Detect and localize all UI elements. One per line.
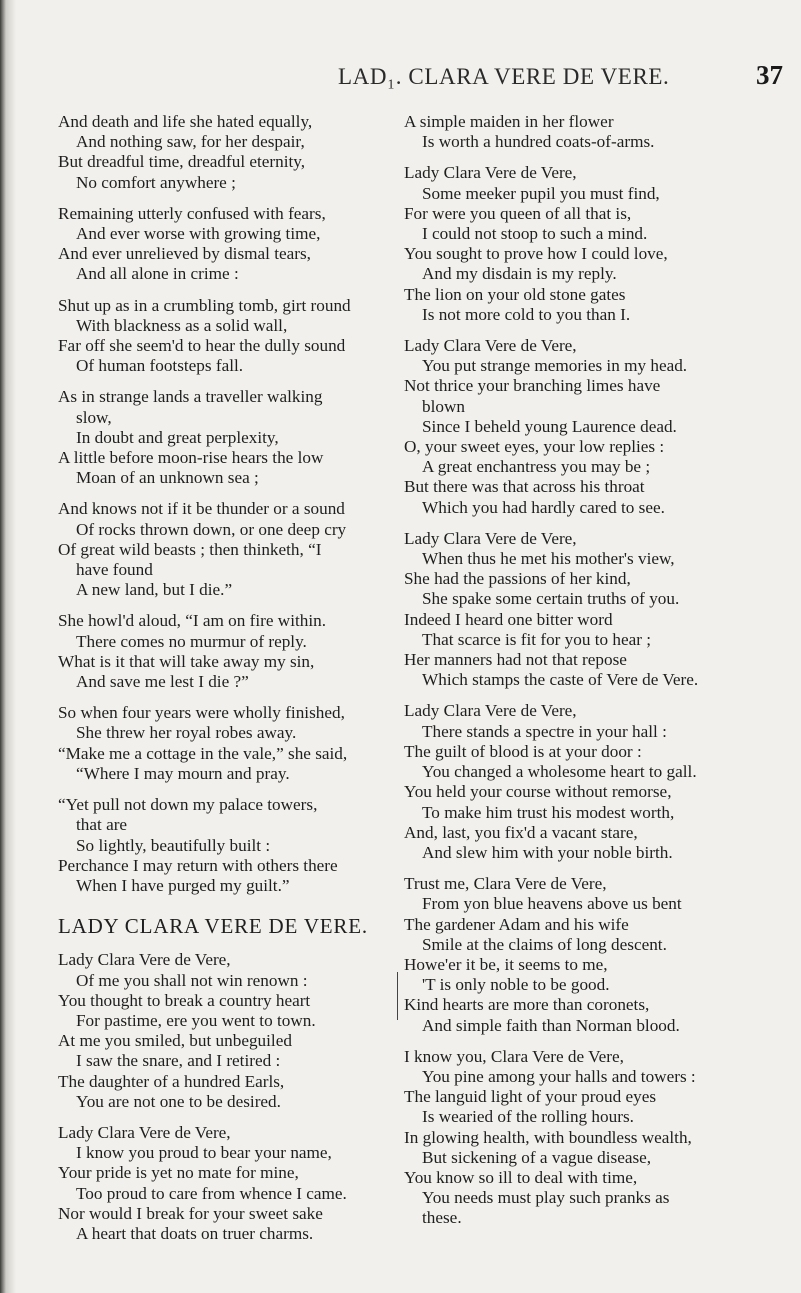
verse-line: She had the passions of her kind, — [404, 569, 631, 589]
verse-line: I know you proud to bear your name, — [76, 1143, 332, 1163]
stanza — [58, 703, 398, 784]
verse-line: Since I beheld young Laurence dead. — [422, 416, 677, 436]
verse-line: The languid light of your proud eyes — [404, 1087, 657, 1107]
verse-line: Is wearied of the rolling hours. — [422, 1107, 634, 1127]
verse-line: When I have purged my guilt.” — [76, 875, 290, 895]
verse-line: But dreadful time, dreadful eternity, — [58, 152, 306, 172]
stanza — [404, 1047, 794, 1229]
stanza — [58, 387, 398, 488]
verse-line: Remaining utterly confused with fears, — [58, 203, 326, 223]
verse-line: Her manners had not that repose — [404, 650, 627, 670]
verse-line: You put strange memories in my head. — [422, 356, 688, 376]
stanza — [58, 795, 398, 896]
verse-line: Lady Clara Vere de Vere, — [404, 528, 577, 548]
poem-title: LADY CLARA VERE DE VERE. — [58, 914, 368, 939]
verse-line: Too proud to care from whence I came. — [76, 1183, 347, 1203]
stanza — [404, 163, 794, 325]
verse-line: Far off she seem'd to hear the dully sound — [58, 336, 346, 356]
verse-line: A little before moon-rise hears the low — [58, 448, 324, 468]
verse-line: And all alone in crime : — [76, 264, 239, 284]
verse-line: A new land, but I die.” — [76, 580, 233, 600]
verse-line: But there was that across his throat — [404, 477, 645, 497]
verse-line: And save me lest I die ?” — [76, 672, 249, 692]
verse-line: And my disdain is my reply. — [422, 264, 617, 284]
verse-line: Of rocks thrown down, or one deep cry — [76, 519, 347, 539]
verse-line: To make him trust his modest worth, — [422, 802, 675, 822]
verse-line: So lightly, beautifully built : — [76, 835, 271, 855]
verse-line: For pastime, ere you went to town. — [76, 1010, 316, 1030]
verse-line: You sought to prove how I could love, — [404, 244, 668, 264]
book-gutter-shadow — [0, 0, 16, 1293]
stanza — [58, 499, 398, 600]
left-column — [58, 112, 398, 1255]
verse-line: Trust me, Clara Vere de Vere, — [404, 874, 607, 894]
verse-line: And, last, you fix'd a vacant stare, — [404, 822, 638, 842]
verse-line: With blackness as a solid wall, — [76, 315, 288, 335]
stanza — [404, 874, 794, 1036]
verse-line: There comes no murmur of reply. — [76, 631, 307, 651]
verse-line: She threw her royal robes away. — [76, 723, 297, 743]
verse-line: Is not more cold to you than I. — [422, 304, 631, 324]
verse-line: The guilt of blood is at your door : — [404, 741, 642, 761]
verse-line: Shut up as in a crumbling tomb, girt round — [58, 295, 351, 315]
stanza — [58, 950, 398, 1112]
verse-line: And ever worse with growing time, — [76, 224, 321, 244]
verse-line: A heart that doats on truer charms. — [76, 1223, 314, 1243]
verse-line: And ever unrelieved by dismal tears, — [58, 244, 311, 264]
verse-line: For were you queen of all that is, — [404, 203, 632, 223]
verse-line: Moan of an unknown sea ; — [76, 468, 259, 488]
verse-line: Lady Clara Vere de Vere, — [404, 701, 577, 721]
verse-line: have found — [76, 560, 153, 580]
verse-line: Kind hearts are more than coronets, — [404, 995, 650, 1015]
verse-line: And knows not if it be thunder or a sound — [58, 499, 345, 519]
verse-line: O, your sweet eyes, your low replies : — [404, 437, 665, 457]
verse-line: You changed a wholesome heart to gall. — [422, 762, 697, 782]
verse-line: Lady Clara Vere de Vere, — [58, 950, 231, 970]
verse-line: I know you, Clara Vere de Vere, — [404, 1046, 624, 1066]
verse-line: “Where I may mourn and pray. — [76, 763, 290, 783]
verse-line: Lady Clara Vere de Vere, — [58, 1122, 231, 1142]
running-head: LAD₁. CLARA VERE DE VERE. — [338, 64, 670, 89]
verse-line: Not thrice your branching limes have — [404, 376, 661, 396]
verse-line: Lady Clara Vere de Vere, — [404, 336, 577, 356]
verse-line: There stands a spectre in your hall : — [422, 721, 667, 741]
stanza — [404, 529, 794, 691]
verse-line: That scarce is fit for you to hear ; — [422, 629, 652, 649]
verse-line: In glowing health, with boundless wealth, — [404, 1127, 692, 1147]
verse-line: Lady Clara Vere de Vere, — [404, 163, 577, 183]
verse-line: But sickening of a vague disease, — [422, 1147, 652, 1167]
verse-line: The lion on your old stone gates — [404, 284, 626, 304]
verse-line: From yon blue heavens above us bent — [422, 894, 682, 914]
verse-line: A simple maiden in her flower — [404, 112, 614, 131]
verse-line: As in strange lands a traveller walking — [58, 387, 323, 407]
verse-line: Indeed I heard one bitter word — [404, 609, 613, 629]
verse-line: 'T is only noble to be good. — [422, 975, 610, 995]
right-stanzas — [404, 112, 794, 1229]
stanza — [58, 204, 398, 285]
verse-line: Of me you shall not win renown : — [76, 970, 308, 990]
stanza — [58, 296, 398, 377]
verse-line: The gardener Adam and his wife — [404, 914, 629, 934]
verse-line: A great enchantress you may be ; — [422, 457, 651, 477]
column-divider-rule — [397, 972, 398, 1020]
verse-line: Some meeker pupil you must find, — [422, 183, 660, 203]
verse-line: Your pride is yet no mate for mine, — [58, 1163, 299, 1183]
verse-line: You thought to break a country heart — [58, 990, 311, 1010]
verse-line: I saw the snare, and I retired : — [76, 1051, 281, 1071]
stanza — [58, 611, 398, 692]
verse-line: No comfort anywhere ; — [76, 172, 236, 192]
verse-line: So when four years were wholly finished, — [58, 703, 345, 723]
verse-line: You know so ill to deal with time, — [404, 1167, 638, 1187]
verse-line: these. — [422, 1208, 462, 1228]
stanza — [58, 1123, 398, 1244]
verse-line: Nor would I break for your sweet sake — [58, 1203, 323, 1223]
verse-line: Of great wild beasts ; then thinketh, “I — [58, 539, 322, 559]
left-stanzas-after-title — [58, 950, 398, 1244]
verse-line: Which you had hardly cared to see. — [422, 497, 665, 517]
page-header — [0, 52, 801, 92]
verse-line: And slew him with your noble birth. — [422, 842, 673, 862]
verse-line: slow, — [76, 407, 112, 427]
verse-line: And nothing saw, for her despair, — [76, 132, 305, 152]
verse-line: In doubt and great perplexity, — [76, 427, 279, 447]
stanza — [58, 112, 398, 193]
verse-line: You pine among your halls and towers : — [422, 1066, 696, 1086]
page-number: 37 — [756, 60, 783, 90]
verse-line: What is it that will take away my sin, — [58, 651, 315, 671]
verse-line: “Yet pull not down my palace towers, — [58, 795, 318, 815]
verse-line: Which stamps the caste of Vere de Vere. — [422, 670, 699, 690]
verse-line: And death and life she hated equally, — [58, 112, 313, 131]
verse-line: You needs must play such pranks as — [422, 1188, 670, 1208]
verse-line: “Make me a cottage in the vale,” she said, — [58, 743, 348, 763]
verse-line: Perchance I may return with others there — [58, 855, 338, 875]
verse-line: You held your course without remorse, — [404, 782, 672, 802]
verse-line: Is worth a hundred coats-of-arms. — [422, 132, 655, 152]
verse-line: The daughter of a hundred Earls, — [58, 1071, 285, 1091]
verse-line: She spake some certain truths of you. — [422, 589, 680, 609]
verse-line: She howl'd aloud, “I am on fire within. — [58, 611, 327, 631]
verse-line: When thus he met his mother's view, — [422, 549, 675, 569]
verse-line: At me you smiled, but unbeguiled — [58, 1031, 292, 1051]
verse-line: Howe'er it be, it seems to me, — [404, 954, 608, 974]
verse-line: blown — [422, 396, 465, 416]
stanza — [404, 336, 794, 518]
left-stanzas-before-title — [58, 112, 398, 896]
verse-line: that are — [76, 815, 128, 835]
stanza — [404, 701, 794, 863]
right-column — [404, 112, 794, 1240]
verse-line: And simple faith than Norman blood. — [422, 1015, 680, 1035]
verse-line: You are not one to be desired. — [76, 1091, 281, 1111]
verse-line: I could not stoop to such a mind. — [422, 224, 648, 244]
verse-line: Of human footsteps fall. — [76, 356, 244, 376]
stanza — [404, 112, 794, 152]
verse-line: Smile at the claims of long descent. — [422, 934, 667, 954]
